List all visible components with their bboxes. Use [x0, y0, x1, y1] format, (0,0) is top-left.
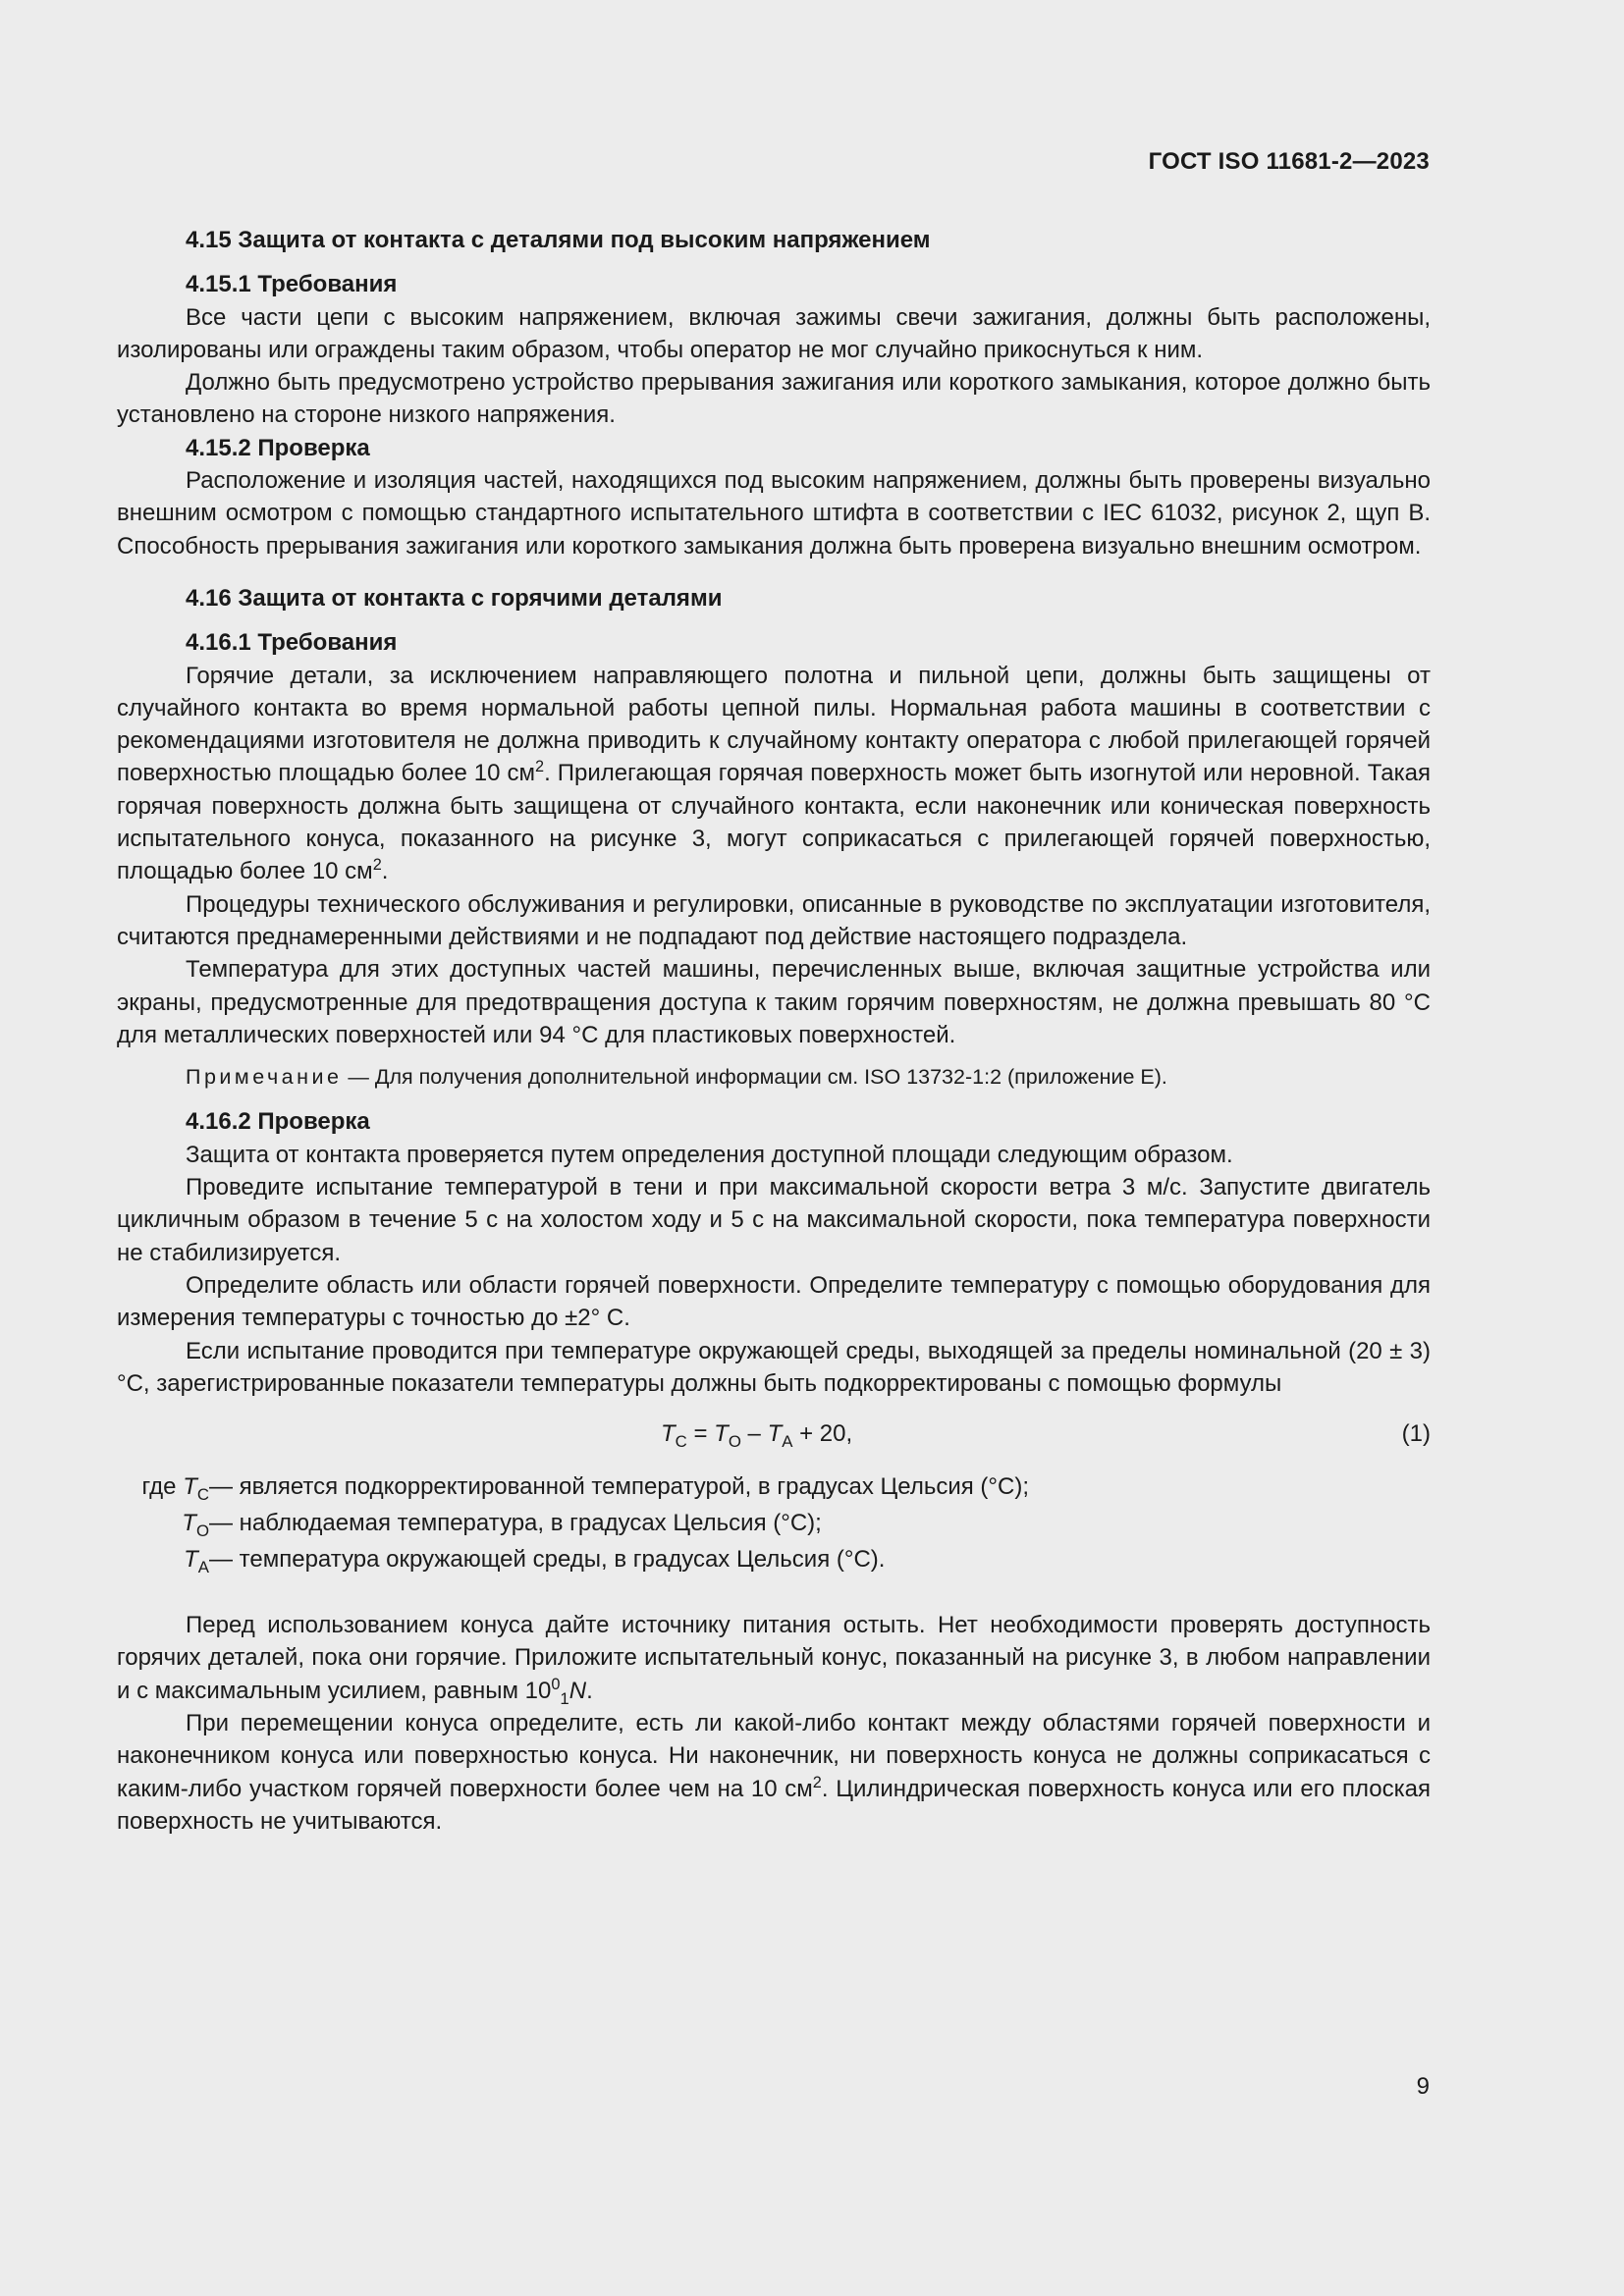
- legend-key: [184, 1543, 209, 1575]
- formula-var: T: [714, 1420, 729, 1448]
- superscript: 2: [372, 856, 382, 875]
- unit-symbol: N: [568, 1677, 587, 1704]
- legend-definition: [209, 1543, 885, 1575]
- superscript: 2: [812, 1773, 822, 1791]
- subscript: 1: [560, 1688, 569, 1708]
- legend-row: [117, 1470, 1431, 1507]
- formula-var: T: [767, 1420, 783, 1448]
- superscript: 0: [551, 1675, 561, 1693]
- document-header: ГОСТ ISO 11681-2—2023: [1148, 148, 1430, 175]
- paragraph-text: . Прилегающая горячая поверхность может быть изогнутой или неровной. Такая горячая поверхность должна быть защищена от случайного контакта, если наконечник или коническая поверхность испытательного конуса, показанного на рисунке 3, могут соприкасаться с прилегающей горячей поверхностью, площадью более 10 см: [117, 760, 1432, 885]
- section-4-15-2-title: 4.15.2 Проверка: [186, 434, 370, 461]
- section-4-16-1-title: 4.16.1 Требования: [186, 629, 398, 657]
- paragraph: Должно быть предусмотрено устройство прерывания зажигания или короткого замыкания, которое должно быть установлено на стороне низкого напряжения.: [117, 369, 1431, 429]
- formula-sub: С: [675, 1431, 687, 1451]
- legend-definition: [209, 1470, 1029, 1503]
- document-body: [117, 222, 1431, 1838]
- paragraph-text: .: [381, 858, 389, 885]
- formula-var: T: [661, 1420, 676, 1448]
- legend-dash: —: [209, 1510, 233, 1537]
- section-4-16-2-title: 4.16.2 Проверка: [186, 1108, 370, 1136]
- paragraph: Защита от контакта проверяется путем определения доступной площади следующим образом.: [186, 1141, 1233, 1168]
- paragraph: Расположение и изоляция частей, находящихся под высоким напряжением, должны быть проверены визуально внешним осмотром с помощью стандартного испытательного штифта в соответствии с IEC 61032, рисунок 2, щуп B. Способность прерывания зажигания или короткого замыкания должна быть проверена визуально внешним осмотром.: [117, 467, 1431, 560]
- formula-var: T: [183, 1473, 197, 1501]
- legend-key: [142, 1470, 210, 1503]
- paragraph-text: При перемещении конуса определите, есть ли какой-либо контакт между областями горячей поверхности и наконечником конуса или поверхностью конуса. Ни наконечник, ни поверхность конуса не должны соприкасаться с каким-либо участком горячей поверхности более чем на 10 см: [117, 1709, 1431, 1802]
- legend-text: наблюдаемая температура, в градусах Цельсия (°С);: [233, 1510, 822, 1537]
- note-label: Примечание: [186, 1065, 343, 1090]
- formula-var: T: [184, 1546, 198, 1574]
- legend-text: температура окружающей среды, в градусах Цельсия (°С).: [233, 1546, 886, 1574]
- formula-sub: О: [195, 1521, 209, 1540]
- page-number: 9: [1416, 2073, 1430, 2100]
- legend-row: [117, 1507, 1431, 1543]
- formula-op: –: [740, 1420, 768, 1448]
- formula-sub: A: [782, 1431, 793, 1451]
- superscript: 2: [535, 758, 545, 776]
- legend-key: [182, 1507, 209, 1539]
- note-text: — Для получения дополнительной информации см. ISO 13732-1:2 (приложение E).: [342, 1065, 1167, 1090]
- formula-sub: О: [728, 1431, 741, 1451]
- paragraph: Температура для этих доступных частей машины, перечисленных выше, включая защитные устройства или экраны, предусмотренные для предотвращения доступа к таким горячим поверхностям, не должна превышать 80 °С для металлических поверхностей или 94 °С для пластиковых поверхностей.: [117, 956, 1431, 1048]
- formula-op: =: [686, 1420, 715, 1448]
- formula: [117, 1417, 1431, 1457]
- legend-definition: [209, 1507, 822, 1539]
- legend-row: [117, 1543, 1431, 1579]
- formula-op: + 20,: [792, 1420, 853, 1448]
- formula-sub: A: [197, 1557, 209, 1576]
- paragraph: Процедуры технического обслуживания и регулировки, описанные в руководстве по эксплуатации изготовителя, считаются преднамеренными действиями и не подпадают под действие настоящего подраздела.: [117, 890, 1431, 950]
- paragraph: Все части цепи с высоким напряжением, включая зажимы свечи зажигания, должны быть расположены, изолированы или ограждены таким образом, чтобы оператор не мог случайно прикоснуться к ним.: [117, 303, 1431, 363]
- paragraph: [117, 1707, 1431, 1838]
- paragraph-text: Горячие детали, за исключением направляющего полотна и пильной цепи, должны быть защищены от случайного контакта во время нормальной работы цепной пилы. Нормальная работа машины в соответствии с рекомендациями изготовителя не должна приводить к случайному контакту оператора с любой прилегающей горячей поверхностью площадью более 10 см: [117, 662, 1431, 787]
- paragraph: [117, 1609, 1431, 1707]
- formula-var: T: [182, 1510, 196, 1537]
- section-4-16-title: 4.16 Защита от контакта с горячими деталями: [186, 584, 723, 612]
- paragraph: [117, 660, 1431, 888]
- legend-dash: —: [209, 1546, 233, 1574]
- legend-dash: —: [209, 1473, 233, 1501]
- paragraph-text: Перед использованием конуса дайте источнику питания остыть. Нет необходимости проверять доступность горячих деталей, пока они горячие. Приложите испытательный конус, показанный на рисунке 3, в любом направлении и с максимальным усилием, равным 10: [117, 1612, 1431, 1704]
- paragraph: Проведите испытание температурой в тени и при максимальной скорости ветра 3 м/с. Запустите двигатель цикличным образом в течение 5 с на холостом ходу и 5 с на максимальной скорости, пока температура поверхности не стабилизируется.: [117, 1174, 1431, 1266]
- paragraph-text: .: [586, 1677, 593, 1704]
- paragraph-text: . Цилиндрическая поверхность конуса или его плоская поверхность не учитываются.: [117, 1775, 1431, 1835]
- paragraph: Если испытание проводится при температуре окружающей среды, выходящей за пределы номинальной (20 ± 3) °С, зарегистрированные показатели температуры должны быть подкорректированы с помощью формулы: [117, 1337, 1431, 1397]
- section-4-15-1-title: 4.15.1 Требования: [186, 271, 398, 298]
- formula-sub: С: [196, 1484, 209, 1504]
- formula-expression: [661, 1417, 852, 1450]
- legend-where-word: где: [141, 1473, 184, 1501]
- note: [117, 1061, 1431, 1094]
- formula-legend: [117, 1470, 1431, 1579]
- paragraph: Определите область или области горячей поверхности. Определите температуру с помощью оборудования для измерения температуры с точностью до ±2° С.: [117, 1271, 1431, 1332]
- formula-number: (1): [1401, 1420, 1431, 1448]
- legend-text: является подкорректированной температурой, в градусах Цельсия (°С);: [233, 1473, 1029, 1501]
- section-4-15-title: 4.15 Защита от контакта с деталями под высоким напряжением: [186, 227, 931, 253]
